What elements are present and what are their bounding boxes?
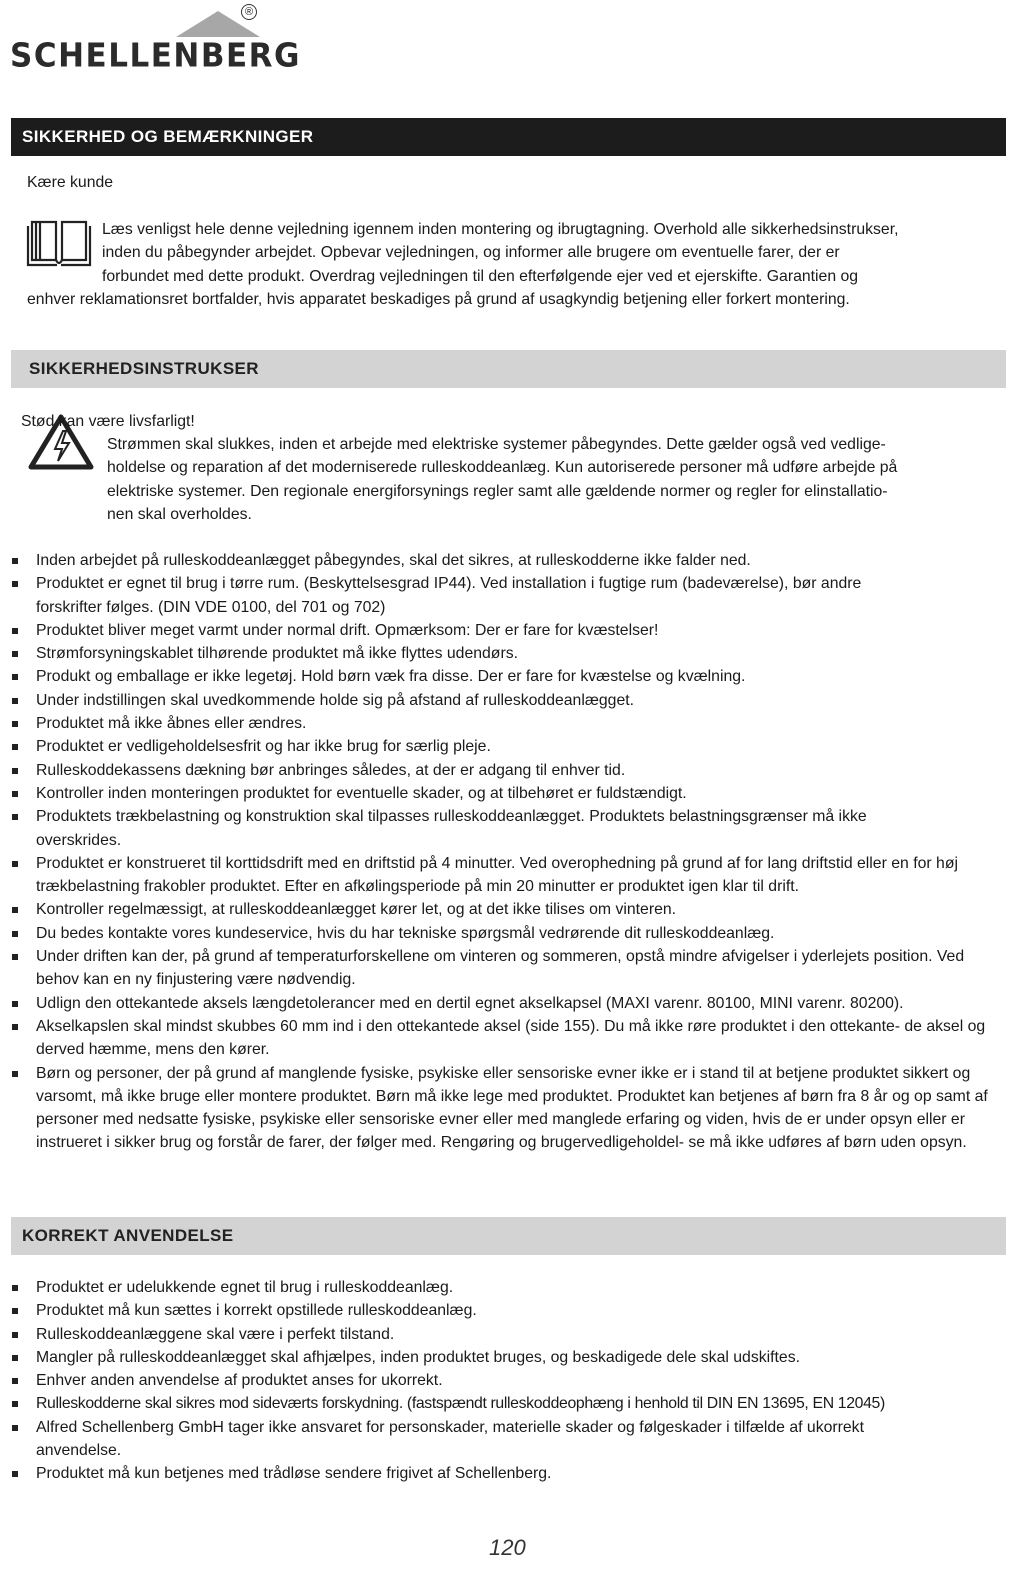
list-item: Produktets trækbelastning og konstruktion skal tilpasses rulleskoddeanlægget. Produktets belastningsgrænser må ikke overskrides. [10,805,1005,852]
list-item: Produktet er vedligeholdelsesfrit og har ikke brug for særlig pleje. [10,735,1005,758]
list-item: Kontroller regelmæssigt, at rulleskoddeanlægget kører let, og at det ikke tilises om vinteren. [10,898,1005,921]
list-item: Produktet er udelukkende egnet til brug i rulleskoddeanlæg. [10,1276,1005,1299]
section-title-safety-notes: SIKKERHED OG BEMÆRKNINGER [11,118,1006,156]
intro-line-4: enhver reklamationsret bortfalder, hvis apparatet beskadiges på grund af usagkyndig betjening eller forkert montering. [27,290,850,308]
list-item: Akselkapslen skal mindst skubbes 60 mm ind i den ottekantede aksel (side 155). Du må ikke røre produktet i den ottekante- de aksel og derved hæmme, mens den kører. [10,1015,1005,1062]
list-item: Rulleskoddekassens dækning bør anbringes således, at der er adgang til enhver tid. [10,759,1005,782]
warning-line-4: nen skal overholdes. [107,505,252,523]
warning-line-2: holdelse og reparation af det moderniserede rulleskoddeanlæg. Kun autoriserede personer må udføre arbejde på [107,459,898,477]
list-item: Enhver anden anvendelse af produktet anses for ukorrekt. [10,1369,1005,1392]
intro-line-2: inden du påbegynder arbejdet. Opbevar vejledningen, og informer alle brugere om eventuelle farer, der er [102,244,840,262]
brand-logo: SCHELLENBERG [10,37,301,75]
registered-mark: ® [241,4,257,20]
list-item: Produkt og emballage er ikke legetøj. Hold børn væk fra disse. Der er fare for kvæstelse og kvælning. [10,665,1005,688]
warning-title: Stød kan være livsfarligt! [21,413,195,430]
list-item: Du bedes kontakte vores kundeservice, hvis du har tekniske spørgsmål vedrørende dit rulleskoddeanlæg. [10,922,1005,945]
list-item: Rulleskodderne skal sikres mod sideværts forskydning. (fastspændt rulleskoddeophæng i henhold til DIN EN 13695, EN 12045) [10,1392,1005,1415]
warning-line-1: Strømmen skal slukkes, inden et arbejde med elektriske systemer påbegyndes. Dette gælder også ved vedlige- [107,436,886,453]
section-title-correct-use: KORREKT ANVENDELSE [11,1217,1006,1255]
list-item: Under driften kan der, på grund af temperaturforskellene om vinteren og sommeren, opstå mindre afvigelser i yderlejets position. Ved behov kan en ny finjustering være nødvendig. [10,945,1005,992]
warning-body [107,433,992,526]
intro-paragraph [27,218,1002,311]
list-item: Produktet er egnet til brug i tørre rum. (Beskyttelsesgrad IP44). Ved installation i fugtige rum (badeværelse), bør andre forskrifter følges. (DIN VDE 0100, del 701 og 702) [10,572,1005,619]
list-item: Produktet må kun betjenes med trådløse sendere frigivet af Schellenberg. [10,1462,1005,1485]
safety-instructions-list [10,549,1005,1155]
section-title-safety-instructions: SIKKERHEDSINSTRUKSER [11,350,1006,388]
list-item: Produktet er konstrueret til korttidsdrift med en driftstid på 4 minutter. Ved overophedning på grund af for lang driftstid eller en for høj trækbelastning frakobler produktet. Efter en afkølingsperiode på min 20 minutter er produktet igen klar til drift. [10,852,1005,899]
list-item: Under indstillingen skal uvedkommende holde sig på afstand af rulleskoddeanlægget. [10,689,1005,712]
intro-line-3: forbundet med dette produkt. Overdrag vejledningen til den efterfølgende ejer ved et ejerskifte. Garantien og [102,267,859,285]
list-item: Børn og personer, der på grund af manglende fysiske, psykiske eller sensoriske evner ikke er i stand til at betjene produktet sikkert og varsomt, må ikke bruge eller montere produktet. Børn må ikke lege med produktet. Produktet kan betjenes af børn fra 8 år og op samt af personer med nedsatte fysiske, psykiske eller sensoriske evner eller med manglede erfaring og viden, hvis de er under opsyn eller er instrueret i sikker brug og forstår de farer, der følger med. Rengøring og brugervedligeholdel- se må ikke udføres af børn uden opsyn. [10,1062,1005,1155]
list-item: Mangler på rulleskoddeanlægget skal afhjælpes, inden produktet bruges, og beskadigede dele skal udskiftes. [10,1346,1005,1369]
warning-line-3: elektriske systemer. Den regionale energiforsynings regler samt alle gældende normer og regler for elinstallatio- [107,482,888,500]
list-item: Produktet bliver meget varmt under normal drift. Opmærksom: Der er fare for kvæstelser! [10,619,1005,642]
list-item: Alfred Schellenberg GmbH tager ikke ansvaret for personskader, materielle skader og følgeskader i tilfælde af ukorrekt anvendelse. [10,1416,1005,1463]
intro-line-1: Læs venligst hele denne vejledning igennem inden montering og ibrugtagning. Overhold alle sikkerhedsinstrukser, [102,221,899,238]
list-item: Produktet må kun sættes i korrekt opstillede rulleskoddeanlæg. [10,1299,1005,1322]
list-item: Rulleskoddeanlæggene skal være i perfekt tilstand. [10,1323,1005,1346]
salutation: Kære kunde [27,174,114,191]
list-item: Strømforsyningskablet tilhørende produktet må ikke flyttes udendørs. [10,642,1005,665]
list-item: Udlign den ottekantede aksels længdetolerancer med en dertil egnet akselkapsel (MAXI varenr. 80100, MINI varenr. 80200). [10,992,1005,1015]
page-number: 120 [489,1535,526,1560]
list-item: Inden arbejdet på rulleskoddeanlægget påbegyndes, skal det sikres, at rulleskodderne ikke falder ned. [10,549,1005,572]
correct-use-list [10,1276,1005,1486]
list-item: Produktet må ikke åbnes eller ændres. [10,712,1005,735]
list-item: Kontroller inden monteringen produktet for eventuelle skader, og at tilbehøret er fuldstændigt. [10,782,1005,805]
